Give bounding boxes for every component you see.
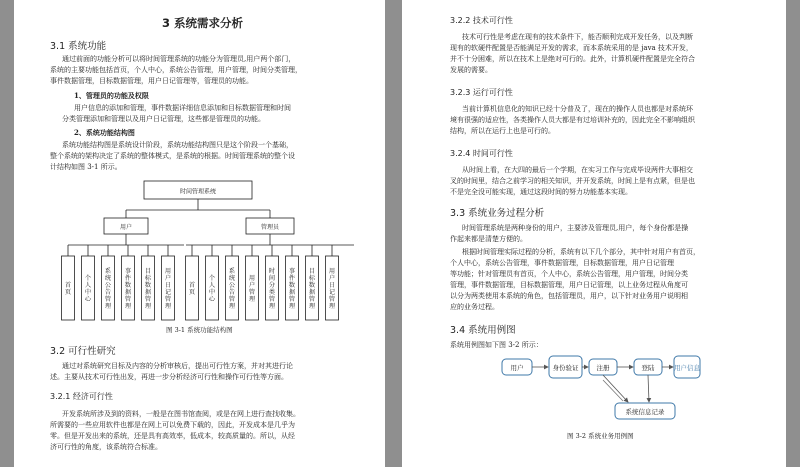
s32-para-line: 述。主要从技术可行性出发，再进一步分析经济可行性和操作可行性等方面。 bbox=[50, 373, 288, 381]
s33-para2-line: 个人中心，系统公告管理，事件数据管理，目标数据管理，用户日记管理 bbox=[450, 259, 674, 267]
left-page bbox=[14, 0, 385, 467]
tree-leaf-label: 事件数据管理 bbox=[288, 268, 296, 311]
s322-para-line: 并不十分困难，所以在技术上是绝对可行的。此外，计算机硬件配置是完全符合 bbox=[450, 55, 695, 63]
flow-user-label: 用户 bbox=[510, 364, 524, 372]
item2-para-line: 系统功能结构图是系统设计阶段，系统功能结构图只是这个阶段一个基础， bbox=[62, 141, 293, 149]
item2-title: 2、系统功能结构图 bbox=[74, 128, 135, 137]
s321-para-line: 开发系统所涉及到的资料，一般是在图书馆查阅，或是在网上进行查找收集。 bbox=[62, 410, 300, 418]
section-3-2-3-heading: 3.2.3 运行可行性 bbox=[450, 88, 513, 97]
s324-para-line: 不是完全没可能实现，通过这段时间的努力功能基本实现。 bbox=[450, 188, 632, 196]
s31-para1-line: 事件数据管理，目标数据管理，用户日记管理等，管理员的功能。 bbox=[50, 77, 253, 85]
section-3-2-heading: 3.2 可行性研究 bbox=[50, 346, 116, 357]
section-3-2-2-heading: 3.2.2 技术可行性 bbox=[450, 16, 513, 25]
s34-intro: 系统用例图如下图 3-2 所示： bbox=[450, 341, 543, 349]
section-3-1-heading: 3.1 系统功能 bbox=[50, 41, 107, 52]
item2-para-line: 整个系统的架构决定了系统的整体模式，是系统的根据。时间管理系统的整个设 bbox=[50, 152, 295, 160]
tree-leaf-label: 用户日记管理 bbox=[164, 268, 172, 311]
section-3-2-4-heading: 3.2.4 时间可行性 bbox=[450, 149, 513, 158]
s321-para-line: 所需要的一些应用软件也都是在网上可以免费下载的，因此，开发成本是几乎为 bbox=[50, 421, 295, 429]
tree-leaf-label: 个人中心 bbox=[84, 275, 92, 304]
tree-user-label: 用户 bbox=[119, 224, 133, 231]
tree-leaf-label: 目标数据管理 bbox=[308, 268, 316, 311]
section-3-4-heading: 3.4 系统用例图 bbox=[450, 325, 516, 336]
item2-para-line: 计结构如图 3-1 所示。 bbox=[50, 163, 122, 171]
s323-para-line: 境有很强的适应性，各类操作人员大都是有过培训补充的，因此完全不影响组织 bbox=[450, 116, 695, 124]
tree-root-label: 时间管理系统 bbox=[179, 188, 217, 196]
flow-userinfo-label: 用户信息 bbox=[674, 364, 700, 372]
figure-3-1-caption: 图 3-1 系统功能结构图 bbox=[166, 326, 233, 334]
tree-leaf-label: 首页 bbox=[188, 282, 196, 297]
flow-record-label: 系统信息记录 bbox=[625, 408, 665, 416]
chapter-title: 3 系统需求分析 bbox=[162, 16, 244, 30]
tree-leaf-label: 系统公告管理 bbox=[104, 268, 112, 311]
s324-para-line: 从时间上看，在大四的最后一个学期，在实习工作与完成毕设两件大事相交 bbox=[462, 166, 693, 174]
s321-para-line: 济可行性的角度，该系统符合标准。 bbox=[50, 443, 162, 451]
flow-login-label: 登陆 bbox=[641, 364, 655, 372]
s33-para2-line: 等功能；针对管理员有首页，个人中心，系统公告管理，用户管理，时间分类 bbox=[450, 270, 688, 278]
s33-para1-line: 作起来都是清楚方便的。 bbox=[450, 235, 527, 243]
s31-para1-line: 系统的主要功能包括首页，个人中心，系统公告管理，用户管理，时间分类管理， bbox=[50, 66, 302, 74]
s323-para-line: 当前计算机信息化的知识已经十分普及了，现在的操作人员也都是对系统环 bbox=[462, 105, 693, 113]
flow-register-label: 注册 bbox=[596, 364, 610, 372]
tree-leaf-label: 个人中心 bbox=[208, 275, 216, 304]
s324-para-line: 叉的时间里，结合之前学习的相关知识，并开发系统，时间上是有点紧，但是也 bbox=[450, 177, 695, 185]
s33-para2-line: 以分为两类使用本系统的角色，包括管理员，用户，以下针对业务用户说明相 bbox=[450, 292, 688, 300]
s31-para1-line: 通过前面的功能分析可以将时间管理系统的功能分为管理员,用户两个部门， bbox=[62, 55, 296, 63]
s322-para-line: 现有的软硬件配置是否能满足开发的需求，而本系统采用的是 java 技术开发， bbox=[450, 44, 693, 52]
section-3-3-heading: 3.3 系统业务过程分析 bbox=[450, 208, 545, 219]
s33-para2-line: 应的业务过程。 bbox=[450, 303, 499, 311]
item1-title: 1、管理员的功能及权限 bbox=[74, 91, 149, 100]
s322-para-line: 发展的需要。 bbox=[450, 66, 492, 74]
s322-para-line: 技术可行性是考虑在现有的技术条件下，能否顺利完成开发任务，以及判断 bbox=[462, 33, 693, 41]
item1-para-line: 分类管理添加和管理以及用户日记管理，这些都是管理员的功能。 bbox=[62, 115, 265, 123]
s32-para-line: 通过对系统研究目标及内容的分析审核后，提出可行性方案，并对其进行论 bbox=[62, 362, 293, 370]
s321-para-line: 零。但是开发出来的系统，还是具有高效率，低成本，较高质量的。所以，从经 bbox=[50, 432, 295, 440]
tree-leaf-label: 时间分类管理 bbox=[268, 268, 276, 311]
s33-para1-line: 时间管理系统是两种身份的用户，主要涉及管理员,用户，每个身份都是操 bbox=[462, 224, 689, 232]
s33-para2-line: 根据时间管理实际过程的分析，系统有以下几个部分，其中针对用户有首页， bbox=[462, 248, 700, 256]
figure-3-2-caption: 图 3-2 系统业务用例图 bbox=[567, 432, 634, 440]
right-page bbox=[402, 0, 786, 467]
section-3-2-1-heading: 3.2.1 经济可行性 bbox=[50, 392, 113, 401]
tree-admin-label: 管理员 bbox=[260, 224, 280, 231]
tree-leaf-label: 首页 bbox=[64, 282, 72, 297]
tree-leaf-label: 用户日记管理 bbox=[328, 268, 336, 311]
flow-verify-label: 身份验证 bbox=[552, 364, 579, 372]
use-case-diagram bbox=[402, 0, 786, 467]
s33-para2-line: 管理，事件数据管理，目标数据管理，用户日记管理，以上业务过程从角度可 bbox=[450, 281, 688, 289]
tree-leaf-label: 目标数据管理 bbox=[144, 268, 152, 311]
tree-leaf-label: 系统公告管理 bbox=[228, 268, 236, 311]
item1-para-line: 用户信息的添加和管理，事件数据详细信息添加和目标数据管理和时间 bbox=[74, 104, 291, 112]
tree-leaf-label: 事件数据管理 bbox=[124, 268, 132, 311]
s323-para-line: 结构，所以在运行上也是可行的。 bbox=[450, 127, 555, 135]
tree-leaf-label: 用户管理 bbox=[248, 275, 256, 304]
